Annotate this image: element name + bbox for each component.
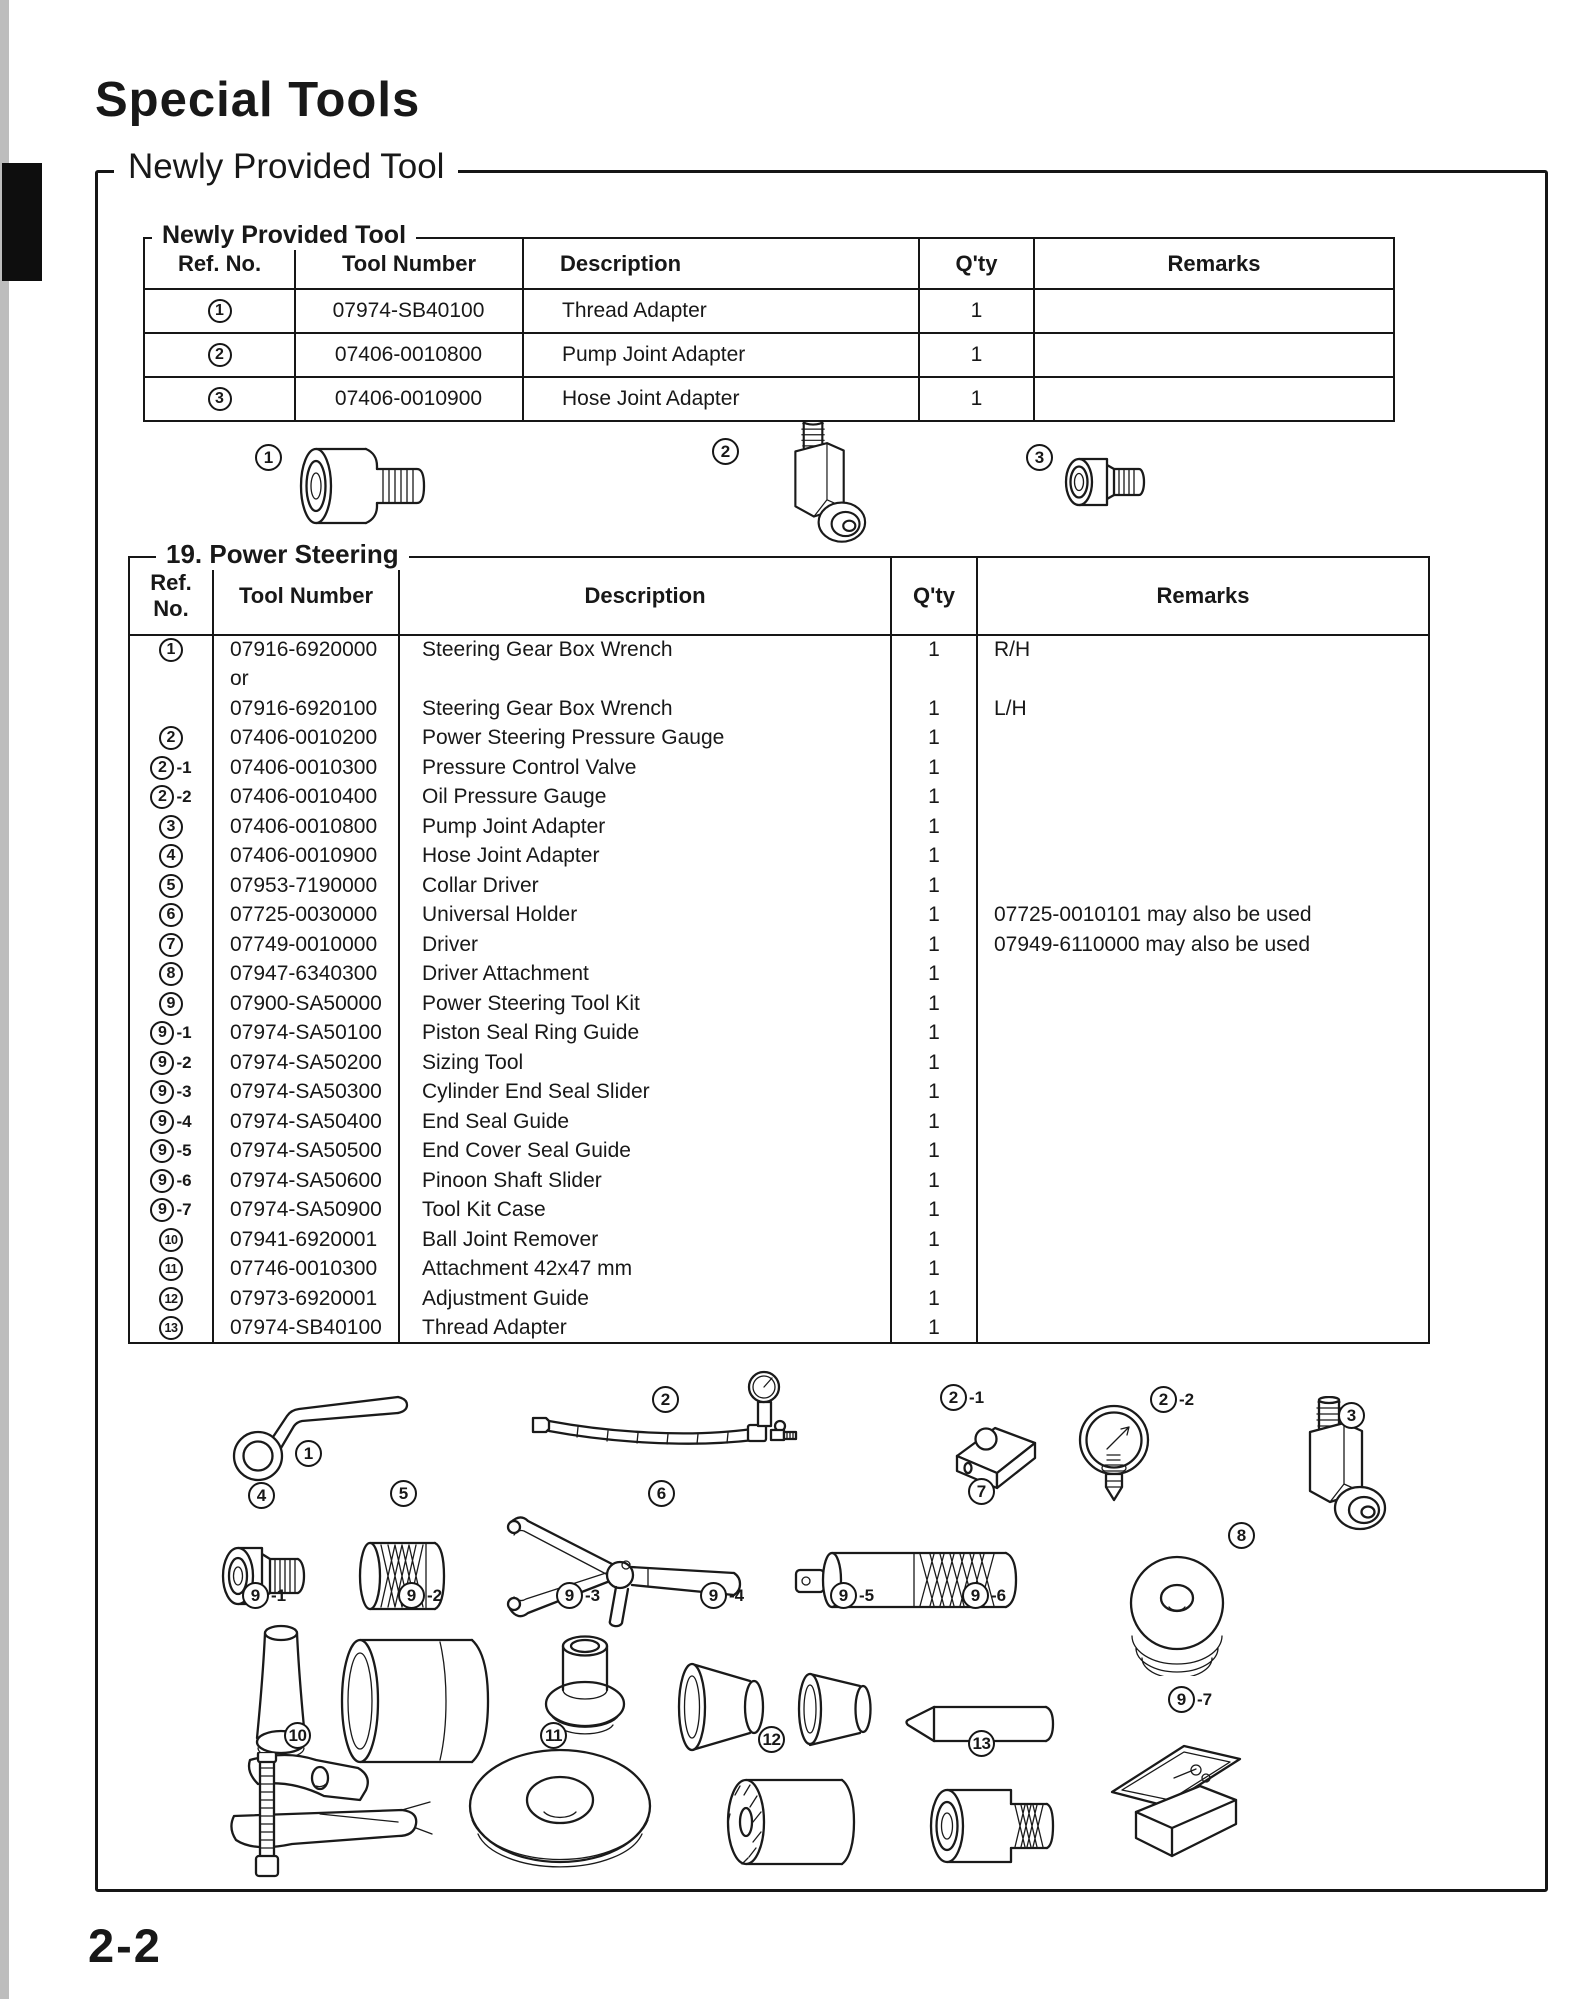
driver-attachment-figure (1122, 1548, 1232, 1676)
description-cell: Pump Joint Adapter (399, 812, 891, 842)
circled-number-suffix: -1 (176, 1023, 192, 1043)
circled-number: 2 (712, 438, 739, 465)
ref-cell (129, 1225, 213, 1255)
ref-cell (129, 1196, 213, 1226)
circled-number: 4 (248, 1482, 275, 1509)
remarks-cell (977, 1078, 1429, 1108)
qty-cell: 1 (919, 377, 1034, 421)
circled-number: 3 (1026, 444, 1053, 471)
figure-label-adjustment-guide (758, 1726, 785, 1753)
tool-number-cell: 07406-0010800 (295, 333, 523, 377)
figure-label-ball-joint-remover (284, 1722, 311, 1749)
tool-number-cell: 07406-0010300 (213, 753, 399, 783)
circled-number: 9 (962, 1582, 989, 1609)
power-steering-tool-table (128, 556, 1430, 1344)
remarks-cell (977, 1019, 1429, 1049)
ref-cell (129, 1107, 213, 1137)
circled-number: 7 (968, 1478, 995, 1505)
ref-cell (129, 842, 213, 872)
circled-number: 9 (150, 1139, 174, 1163)
figure-label-attachment-42x47 (540, 1722, 567, 1749)
ref-cell (144, 289, 295, 333)
table-row (129, 812, 1429, 842)
description-cell: Driver (399, 930, 891, 960)
qty-cell: 1 (891, 635, 977, 665)
qty-cell: 1 (891, 989, 977, 1019)
table1-legend: Newly Provided Tool (152, 221, 416, 250)
column-header: Description (399, 557, 891, 635)
circled-number: 3 (208, 387, 232, 411)
ref-cell (129, 1137, 213, 1167)
oil-pressure-gauge-figure (1072, 1402, 1157, 1504)
circled-number-suffix: -3 (176, 1082, 192, 1102)
remarks-cell (977, 1196, 1429, 1226)
table-row (129, 1284, 1429, 1314)
ref-cell (129, 901, 213, 931)
figure-label-universal-holder (648, 1480, 675, 1507)
figure-label-thread-adapter-ps (968, 1730, 995, 1757)
ref-cell (129, 753, 213, 783)
figure-label-oil-pressure-gauge (1150, 1386, 1194, 1413)
circled-number-suffix: -2 (176, 1052, 192, 1072)
qty-cell: 1 (891, 930, 977, 960)
circled-number-suffix: -7 (1197, 1689, 1213, 1709)
column-header: Tool Number (213, 557, 399, 635)
circled-number-suffix: -2 (1179, 1389, 1195, 1409)
column-header: Q'ty (891, 557, 977, 635)
remarks-cell (977, 842, 1429, 872)
qty-cell: 1 (891, 1284, 977, 1314)
table-row (129, 724, 1429, 754)
tool-number-cell: 07974-SA50300 (213, 1078, 399, 1108)
description-cell: Power Steering Pressure Gauge (399, 724, 891, 754)
ref-cell (129, 930, 213, 960)
table-row (129, 989, 1429, 1019)
tool-number-cell: 07974-SA50900 (213, 1196, 399, 1226)
figure-label-sizing-tool (398, 1582, 442, 1609)
tool-number-cell: 07916-6920100 (213, 694, 399, 724)
tool-number-cell: or (213, 665, 399, 695)
thread-adapter-ps-figure (925, 1780, 1060, 1872)
tool-number-cell: 07974-SA50600 (213, 1166, 399, 1196)
circled-number: 12 (159, 1287, 183, 1311)
circled-number: 5 (390, 1480, 417, 1507)
tool-number-cell: 07974-SB40100 (213, 1314, 399, 1344)
circled-number: 11 (159, 1257, 183, 1281)
ref-cell (129, 1284, 213, 1314)
remarks-cell: R/H (977, 635, 1429, 665)
description-cell: Thread Adapter (523, 289, 919, 333)
figure-label-pump-joint-adapter (712, 438, 739, 465)
figure-label-end-seal-guide (700, 1582, 744, 1609)
description-cell: Cylinder End Seal Slider (399, 1078, 891, 1108)
table-row (129, 1048, 1429, 1078)
attachment-42x47-figure (462, 1746, 662, 1884)
tool-number-cell: 07725-0030000 (213, 901, 399, 931)
figure-label-pinion-shaft-slider (962, 1582, 1006, 1609)
qty-cell: 1 (891, 871, 977, 901)
description-cell: Piston Seal Ring Guide (399, 1019, 891, 1049)
scan-edge (0, 0, 9, 1999)
qty-cell: 1 (891, 1019, 977, 1049)
circled-number: 9 (159, 992, 183, 1016)
circled-number: 2 (1150, 1386, 1177, 1413)
qty-cell: 1 (891, 960, 977, 990)
circled-number: 13 (968, 1730, 995, 1757)
page-title: Special Tools (95, 73, 421, 127)
qty-cell: 1 (891, 1048, 977, 1078)
page-number: 2-2 (88, 1919, 162, 1972)
steering-gear-box-wrench-figure (228, 1380, 413, 1485)
adjustment-guide-figure (722, 1772, 867, 1872)
table-row (129, 635, 1429, 665)
figure-label-pressure-gauge-assembly (652, 1386, 679, 1413)
table-row (129, 783, 1429, 813)
circled-number: 1 (255, 444, 282, 471)
circled-number: 2 (652, 1386, 679, 1413)
table-row (144, 333, 1394, 377)
circled-number: 1 (295, 1440, 322, 1467)
figure-label-thread-adapter (255, 444, 282, 471)
remarks-cell (977, 1048, 1429, 1078)
circled-number: 9 (556, 1582, 583, 1609)
table2-legend: 19. Power Steering (156, 539, 409, 570)
circled-number: 9 (150, 1169, 174, 1193)
circled-number-suffix: -3 (585, 1585, 601, 1605)
tool-number-cell: 07974-SA50500 (213, 1137, 399, 1167)
ref-cell (129, 1019, 213, 1049)
tool-number-cell: 07974-SA50100 (213, 1019, 399, 1049)
description-cell: Pump Joint Adapter (523, 333, 919, 377)
circled-number-suffix: -5 (176, 1141, 192, 1161)
pressure-control-valve-figure (945, 1416, 1045, 1494)
table-row (129, 960, 1429, 990)
circled-number: 9 (150, 1080, 174, 1104)
remarks-cell (977, 1225, 1429, 1255)
tool-number-cell: 07746-0010300 (213, 1255, 399, 1285)
tool-number-cell: 07406-0010900 (213, 842, 399, 872)
driver-figure (788, 1530, 1028, 1630)
remarks-cell (977, 1137, 1429, 1167)
qty-cell: 1 (891, 724, 977, 754)
tool-number-cell: 07916-6920000 (213, 635, 399, 665)
circled-number: 3 (159, 815, 183, 839)
pump-joint-adapter-figure (756, 418, 871, 550)
circled-number-suffix: -4 (729, 1585, 745, 1605)
ref-cell (129, 724, 213, 754)
description-cell: Pressure Control Valve (399, 753, 891, 783)
circled-number: 1 (208, 299, 232, 323)
circled-number: 5 (159, 874, 183, 898)
table-row (129, 1107, 1429, 1137)
circled-number: 9 (150, 1051, 174, 1075)
end-cover-seal-guide-figure (796, 1662, 886, 1757)
figure-label-pressure-control-valve (940, 1384, 984, 1411)
column-header: Remarks (1034, 238, 1394, 289)
remarks-cell (977, 1314, 1429, 1344)
tool-number-cell: 07406-0010400 (213, 783, 399, 813)
pump-joint-adapter-ps-figure (1272, 1396, 1387, 1538)
circled-number: 2 (940, 1384, 967, 1411)
remarks-cell (1034, 377, 1394, 421)
circled-number: 2 (208, 343, 232, 367)
table-row (129, 694, 1429, 724)
ref-cell (129, 635, 213, 665)
ref-cell (129, 1255, 213, 1285)
tool-number-cell: 07941-6920001 (213, 1225, 399, 1255)
circled-number: 2 (150, 756, 174, 780)
column-header: Ref. No. (129, 557, 213, 635)
description-cell: Thread Adapter (399, 1314, 891, 1344)
ref-cell (129, 960, 213, 990)
remarks-cell (977, 665, 1429, 695)
section-legend: Newly Provided Tool (114, 147, 458, 187)
table-row (129, 1078, 1429, 1108)
circled-number: 2 (159, 726, 183, 750)
tool-number-cell: 07973-6920001 (213, 1284, 399, 1314)
tool-number-cell: 07947-6340300 (213, 960, 399, 990)
ref-cell (129, 1048, 213, 1078)
column-header: Q'ty (919, 238, 1034, 289)
qty-cell: 1 (891, 1078, 977, 1108)
description-cell: Collar Driver (399, 871, 891, 901)
circled-number: 9 (150, 1110, 174, 1134)
circled-number: 9 (242, 1582, 269, 1609)
remarks-cell (977, 1284, 1429, 1314)
table-row (129, 1314, 1429, 1344)
circled-number-suffix: -5 (859, 1585, 875, 1605)
circled-number-suffix: -6 (176, 1170, 192, 1190)
figure-label-hose-joint-adapter-ps (248, 1482, 275, 1509)
circled-number: 9 (398, 1582, 425, 1609)
qty-cell: 1 (891, 1196, 977, 1226)
ref-cell (129, 1314, 213, 1344)
circled-number: 11 (540, 1722, 567, 1749)
ref-cell (129, 1078, 213, 1108)
description-cell: Oil Pressure Gauge (399, 783, 891, 813)
description-cell: End Cover Seal Guide (399, 1137, 891, 1167)
circled-number: 8 (1228, 1522, 1255, 1549)
table-row (144, 377, 1394, 421)
ref-cell (129, 783, 213, 813)
description-cell: Pinoon Shaft Slider (399, 1166, 891, 1196)
circled-number: 13 (159, 1316, 183, 1340)
figure-label-collar-driver (390, 1480, 417, 1507)
circled-number-suffix: -1 (969, 1387, 985, 1407)
qty-cell: 1 (891, 1107, 977, 1137)
table-row (129, 901, 1429, 931)
remarks-cell (1034, 289, 1394, 333)
remarks-cell (977, 783, 1429, 813)
power-steering-pressure-gauge-figure (528, 1368, 813, 1460)
tool-number-cell: 07900-SA50000 (213, 989, 399, 1019)
description-cell: Power Steering Tool Kit (399, 989, 891, 1019)
qty-cell: 1 (891, 901, 977, 931)
description-cell: Ball Joint Remover (399, 1225, 891, 1255)
qty-cell: 1 (919, 333, 1034, 377)
ref-cell (129, 694, 213, 724)
table-row (129, 871, 1429, 901)
ref-cell (129, 1166, 213, 1196)
qty-cell: 1 (891, 1166, 977, 1196)
table-row (129, 753, 1429, 783)
tool-number-cell: 07974-SA50200 (213, 1048, 399, 1078)
remarks-cell: 07725-0010101 may also be used (977, 901, 1429, 931)
description-cell: Adjustment Guide (399, 1284, 891, 1314)
tool-number-cell: 07953-7190000 (213, 871, 399, 901)
circled-number: 9 (150, 1021, 174, 1045)
figure-label-gear-box-wrench (295, 1440, 322, 1467)
circled-number: 8 (159, 962, 183, 986)
circled-number-suffix: -4 (176, 1111, 192, 1131)
remarks-cell (977, 1166, 1429, 1196)
circled-number: 4 (159, 844, 183, 868)
qty-cell: 1 (891, 1255, 977, 1285)
circled-number: 9 (150, 1198, 174, 1222)
circled-number: 9 (830, 1582, 857, 1609)
ref-cell (129, 665, 213, 695)
figure-label-tool-kit-case (1168, 1686, 1212, 1713)
circled-number: 9 (1168, 1686, 1195, 1713)
table-row (144, 289, 1394, 333)
circled-number-suffix: -6 (991, 1585, 1007, 1605)
qty-cell: 1 (891, 812, 977, 842)
circled-number: 12 (758, 1726, 785, 1753)
table-row (129, 1137, 1429, 1167)
section-index-tab (2, 163, 42, 281)
description-cell: Driver Attachment (399, 960, 891, 990)
table-row (129, 1196, 1429, 1226)
qty-cell: 1 (891, 1225, 977, 1255)
figure-label-piston-seal-ring-guide (242, 1582, 286, 1609)
circled-number-suffix: -2 (176, 787, 192, 807)
remarks-cell (977, 960, 1429, 990)
circled-number: 2 (150, 785, 174, 809)
qty-cell (891, 665, 977, 695)
description-cell: Attachment 42x47 mm (399, 1255, 891, 1285)
column-header: Remarks (977, 557, 1429, 635)
figure-label-driver (968, 1478, 995, 1505)
qty-cell: 1 (891, 753, 977, 783)
remarks-cell (977, 1107, 1429, 1137)
qty-cell: 1 (891, 842, 977, 872)
circled-number: 6 (648, 1480, 675, 1507)
description-cell: Hose Joint Adapter (523, 377, 919, 421)
description-cell (399, 665, 891, 695)
table-row (129, 842, 1429, 872)
description-cell: Sizing Tool (399, 1048, 891, 1078)
tool-number-cell: 07406-0010900 (295, 377, 523, 421)
figure-label-pump-joint-adapter-ps (1338, 1402, 1365, 1429)
circled-number-suffix: -1 (271, 1585, 287, 1605)
table-row (129, 930, 1429, 960)
description-cell: Tool Kit Case (399, 1196, 891, 1226)
circled-number-suffix: -1 (176, 757, 192, 777)
description-cell: Steering Gear Box Wrench (399, 635, 891, 665)
remarks-cell (977, 812, 1429, 842)
remarks-cell (977, 871, 1429, 901)
thread-adapter-figure (296, 446, 431, 526)
ref-cell (144, 377, 295, 421)
remarks-cell (977, 1255, 1429, 1285)
description-cell: Hose Joint Adapter (399, 842, 891, 872)
tool-number-cell: 07974-SB40100 (295, 289, 523, 333)
description-cell: Steering Gear Box Wrench (399, 694, 891, 724)
figure-label-hose-joint-adapter (1026, 444, 1053, 471)
remarks-cell (977, 989, 1429, 1019)
piston-seal-ring-guide-figure (248, 1622, 313, 1772)
newly-provided-tool-table (143, 237, 1395, 422)
hose-joint-adapter-figure (1062, 456, 1147, 508)
ball-joint-remover-figure (220, 1752, 435, 1884)
remarks-cell (1034, 333, 1394, 377)
table-row (129, 1019, 1429, 1049)
circled-number: 9 (700, 1582, 727, 1609)
ref-cell (144, 333, 295, 377)
tool-number-cell: 07974-SA50400 (213, 1107, 399, 1137)
table-row (129, 1225, 1429, 1255)
figure-label-end-cover-seal-guide (830, 1582, 874, 1609)
qty-cell: 1 (891, 783, 977, 813)
column-header: Ref. No. (144, 238, 295, 289)
tool-number-cell: 07749-0010000 (213, 930, 399, 960)
qty-cell: 1 (891, 1314, 977, 1344)
remarks-cell (977, 724, 1429, 754)
circled-number: 1 (159, 638, 183, 662)
ref-cell (129, 812, 213, 842)
remarks-cell: 07949-6110000 may also be used (977, 930, 1429, 960)
circled-number: 10 (284, 1722, 311, 1749)
column-header: Description (523, 238, 919, 289)
tool-number-cell: 07406-0010200 (213, 724, 399, 754)
circled-number: 3 (1338, 1402, 1365, 1429)
column-header: Tool Number (295, 238, 523, 289)
qty-cell: 1 (891, 694, 977, 724)
figure-label-cylinder-end-seal-slider (556, 1582, 600, 1609)
remarks-cell: L/H (977, 694, 1429, 724)
qty-cell: 1 (919, 289, 1034, 333)
circled-number-suffix: -2 (427, 1585, 443, 1605)
description-cell: Universal Holder (399, 901, 891, 931)
tool-number-cell: 07406-0010800 (213, 812, 399, 842)
circled-number: 6 (159, 903, 183, 927)
ref-cell (129, 871, 213, 901)
table-row (129, 1166, 1429, 1196)
qty-cell: 1 (891, 1137, 977, 1167)
tool-kit-case-figure (1108, 1726, 1248, 1874)
circled-number-suffix: -7 (176, 1200, 192, 1220)
description-cell: End Seal Guide (399, 1107, 891, 1137)
table-row (129, 665, 1429, 695)
circled-number: 10 (159, 1228, 183, 1252)
ref-cell (129, 989, 213, 1019)
table-row (129, 1255, 1429, 1285)
circled-number: 7 (159, 933, 183, 957)
figure-label-driver-attachment (1228, 1522, 1255, 1549)
remarks-cell (977, 753, 1429, 783)
